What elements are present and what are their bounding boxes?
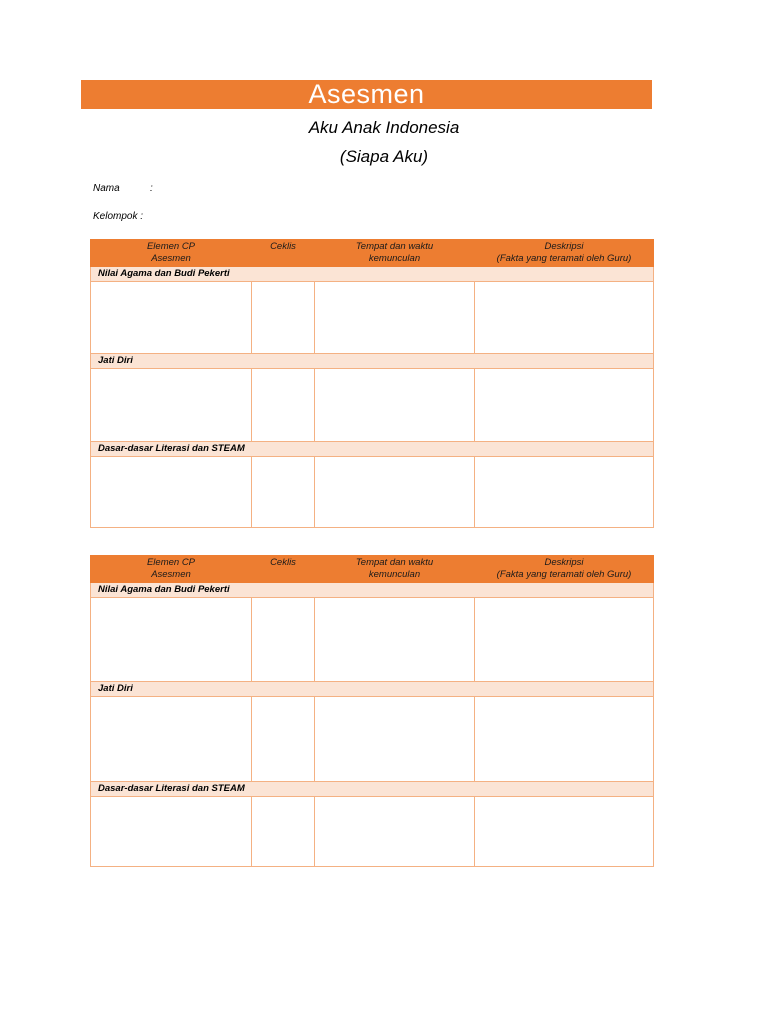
entry-cell[interactable]: [315, 697, 475, 782]
nama-colon: :: [150, 183, 153, 194]
section-row: [91, 354, 654, 369]
header-elemen-cp: Elemen CP Asesmen: [91, 240, 252, 267]
header-ceklis: Ceklis: [252, 240, 315, 267]
entry-cell[interactable]: [475, 457, 654, 528]
header-elemen-cp: Elemen CP Asesmen: [91, 556, 252, 583]
entry-cell[interactable]: [475, 797, 654, 867]
entry-cell[interactable]: [315, 598, 475, 682]
entry-row: [91, 457, 654, 528]
section-label: Dasar-dasar Literasi dan STEAM: [91, 782, 654, 797]
kelompok-label: Kelompok :: [93, 211, 144, 222]
entry-cell[interactable]: [475, 369, 654, 442]
section-row: [91, 442, 654, 457]
section-label: Nilai Agama dan Budi Pekerti: [91, 267, 654, 282]
entry-cell[interactable]: [315, 369, 475, 442]
entry-cell[interactable]: [475, 598, 654, 682]
page-title-banner: Asesmen: [81, 80, 652, 109]
section-label: Dasar-dasar Literasi dan STEAM: [91, 442, 654, 457]
header-tempat-waktu: Tempat dan waktu kemunculan: [315, 556, 475, 583]
section-label: Jati Diri: [91, 354, 654, 369]
section-row: [91, 583, 654, 598]
entry-cell[interactable]: [252, 697, 315, 782]
header-ceklis: Ceklis: [252, 556, 315, 583]
entry-row: [91, 797, 654, 867]
section-row: [91, 782, 654, 797]
section-row: [91, 682, 654, 697]
subtitle-theme: Aku Anak Indonesia: [308, 118, 460, 137]
entry-cell[interactable]: [91, 697, 252, 782]
entry-cell[interactable]: [475, 697, 654, 782]
entry-cell[interactable]: [91, 282, 252, 354]
entry-row: [91, 369, 654, 442]
entry-row: [91, 598, 654, 682]
entry-cell[interactable]: [91, 797, 252, 867]
assessment-table-2: [90, 555, 654, 867]
table-header-row: [91, 240, 654, 267]
entry-row: [91, 697, 654, 782]
nama-label: Nama: [93, 183, 120, 194]
section-label: Jati Diri: [91, 682, 654, 697]
entry-row: [91, 282, 654, 354]
table-header-row: [91, 556, 654, 583]
entry-cell[interactable]: [315, 457, 475, 528]
entry-cell[interactable]: [91, 369, 252, 442]
assessment-table-1: [90, 239, 654, 528]
entry-cell[interactable]: [252, 797, 315, 867]
entry-cell[interactable]: [91, 457, 252, 528]
header-deskripsi: Deskripsi (Fakta yang teramati oleh Guru): [475, 240, 654, 267]
entry-cell[interactable]: [475, 282, 654, 354]
kelompok-field: [93, 211, 143, 222]
entry-cell[interactable]: [252, 282, 315, 354]
entry-cell[interactable]: [91, 598, 252, 682]
section-row: [91, 267, 654, 282]
nama-field: [93, 183, 153, 194]
entry-cell[interactable]: [252, 457, 315, 528]
entry-cell[interactable]: [252, 369, 315, 442]
entry-cell[interactable]: [315, 797, 475, 867]
subtitle-subtheme: (Siapa Aku): [339, 147, 429, 166]
section-label: Nilai Agama dan Budi Pekerti: [91, 583, 654, 598]
header-deskripsi: Deskripsi (Fakta yang teramati oleh Guru): [475, 556, 654, 583]
entry-cell[interactable]: [252, 598, 315, 682]
entry-cell[interactable]: [315, 282, 475, 354]
header-tempat-waktu: Tempat dan waktu kemunculan: [315, 240, 475, 267]
